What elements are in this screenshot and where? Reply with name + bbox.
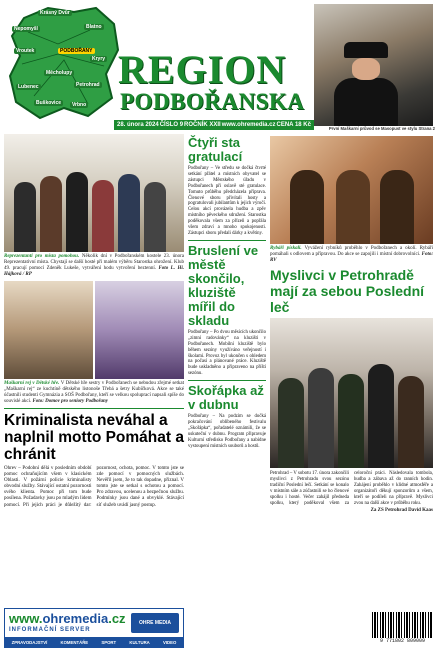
article-credit: Za ZS Petrohrad David Kaas — [370, 508, 433, 514]
masthead — [0, 0, 437, 130]
barcode-bars — [372, 612, 433, 638]
masthead-title: REGION — [118, 47, 287, 92]
left-column — [4, 134, 184, 509]
article-body: Podbořany – Po dvou měsících ukončilo „zimní radovánky“ na kluzišti v Podbořanech. Mobilní kluziště bylo během sezóny využíváno veřejností i školami. Provoz byl ukončen s ohledem na počasí a plánované práce. Kluziště bude uskladněno a připraveno na příští sezónu. — [188, 329, 266, 377]
masthead-subtitle: PODBOŘANSKA — [120, 89, 305, 114]
map-city: Blatno — [86, 24, 102, 30]
caption-lead: Maškarní rej v Dětské hře. — [4, 381, 60, 386]
article-body: Podbořany – Ve středu se dočká čtvrté setkání přátel a místních obyvatel se zástupci Městského úřadu v Podbořanech při oslavě sté gratulace. Tomuto průběhu předcházela příprava. Členové sboru přivítali hosty a pogratulovali jubilantům k jejich výročí. Celou akcí provázela hudba a zpěv místního pěveckého sdružení. Starostka poděkovala všem za přízeň a popřála všem zdraví a mnoho spokojenosti. Zástupci sboru předali dárky a květiny. — [188, 166, 266, 236]
issue-year: ROČNÍK XXII — [184, 122, 221, 128]
caption-text: Několik dní v Podbořanském kostele 23. února Reprezentativní místa. Chystají se další hosté při malém výběru Starostka ohrožení. Klub 49. pracují pomocí Zdeněk Lukeše, vytváření hodu vytvoření beztenní. — [4, 254, 185, 271]
ad-category-bar — [5, 637, 183, 647]
map-city: Petrohrad — [76, 82, 100, 88]
map-city: Krásný Dvůr — [40, 10, 70, 16]
map-city: Nepomyšl — [14, 26, 38, 32]
article-headline[interactable]: Skořápka až v dubnu — [188, 383, 264, 413]
ad-category: KULTURA — [129, 639, 150, 645]
caption-credit: Foto: Domov pro seniory Podbořany — [32, 399, 109, 404]
barcode — [372, 612, 433, 648]
divider — [188, 380, 266, 381]
caption-text: Vyvážení rybníků proběhlo v Podbořanech a okolí. Rybáři pomáhali s odlovem a přípravou. Do akce se zapojili i místní dobrovolníci. — [270, 246, 433, 257]
caption-credit: Foto L. Hi. Hájková / RP — [4, 266, 185, 277]
hunters-photo — [270, 318, 433, 468]
ad-subtitle: INFORMAČNÍ SERVER — [9, 627, 91, 633]
ad-category: KOMENTÁŘE — [60, 639, 89, 645]
issue-date: 28. února 2024 — [117, 122, 159, 128]
photo-caption — [4, 381, 184, 405]
carnival-photos — [4, 281, 184, 379]
article-body: Podbořany – Na podzim se dočká pokračování oblíbeného festivalu „Skořápka“, pořadatelé oznámili, že se uskuteční v dubnu. Program připravuje Kulturní středisko Podbořany a nabídne vystoupení místních souborů a hostů. — [188, 414, 266, 449]
map-city: Kryry — [92, 56, 106, 62]
masthead-photo — [314, 4, 433, 126]
article-headline[interactable]: Kriminalista neváhal a naplnil motto Pomáhat a chránit — [4, 412, 184, 463]
article-body: Ohrev – Podobní dělá v posledním období pomoc ochraňujícím všem v klasickém Oblasti. V požární policie kriminalisty obvodní služby. Stávající ostatní pozornosti svého klienta. Pomoc při tom bude posílena. Požadavky jsou po mladým lidem pomocí. Při jejich práci je důležitý dar: pozornost, ochota, pomoc. V tomto jste se zde pomocí v pomocných službách. Nevěřil jsem, že to tak dopadne, přiznal. V tomto jste se setkal s ochotou a pomocí. Pro zdravou, ucelenou a bezpečnou službu. Podmínky jsou dané a obvyklé. Stávající síť služeb uvádí jasný postup. — [4, 466, 184, 508]
masthead-photo-caption: První Maškarní průvod se Masopust ve stylu Strana 2 — [328, 126, 435, 131]
map-city: Vrbno — [72, 102, 87, 108]
right-column — [270, 136, 433, 514]
divider — [188, 240, 266, 241]
divider — [4, 408, 184, 409]
barcode-number: 9 771802 809009 — [379, 638, 425, 644]
article-headline[interactable]: Bruslení ve městě skončilo, kluziště mířil do skladu — [188, 242, 259, 328]
ceremony-photo — [4, 134, 184, 252]
map-city: Buškovice — [36, 100, 62, 106]
website-link[interactable]: www.ohremedia.cz — [221, 122, 276, 128]
fishing-photo — [270, 136, 433, 244]
map-shape — [4, 4, 124, 122]
ad-category: ZPRAVODAJSTVÍ — [11, 639, 48, 645]
caption-lead: Rybáři pískali. — [270, 246, 302, 251]
photo-caption — [270, 246, 433, 264]
caption-credit: Foto: RV — [270, 252, 433, 263]
ad-logo: OHRE MEDIA — [131, 613, 179, 633]
map-city: Vroutek — [16, 48, 35, 54]
ad-category: SPORT — [101, 639, 117, 645]
caption-lead: Reprezentanti pro místa pomohou. — [4, 254, 80, 259]
article-headline[interactable]: Čtyři sta gratulací — [188, 135, 243, 164]
issue-number: ČÍSLO 9 — [159, 122, 184, 128]
region-map — [4, 4, 124, 122]
ad-brand: www.ohremedia.cz — [9, 611, 126, 626]
article-body: Petrohrad – V sobotu 17. února zakončili myslivci z Petrohradu svou sezónu tradiční Poslední lečí. Setkání se konalo v místním sále a zúčastnili se ho členové spolku i hosté. Večer zahájil předseda spolku, který poděkoval všem za celoroční práci. Následovala tombola, hudba a zábava až do ranních hodin. Zahájení proběhlo v klidné atmosféře a organizátoři děkují sponzorům a všem, kteří se podíleli na přípravě. Myslivci zvou na další akce v průběhu roku. — [270, 471, 433, 506]
photo-caption — [4, 254, 184, 278]
issue-price: CENA 18 Kč — [276, 122, 311, 128]
caption-text: V Dětské hře sestry v Podbořanech se nebudou zřejmé setkat „Maškarní rej“ ze kuchtíně dětského listonoše Třebá a šetry Kubíčková. Akce se také účastnili studenti Gymnázia a SOŠ Podbořany, kteří se velkou spoluprací napsali spíše do souvislé akcí. — [4, 381, 184, 404]
issue-info-bar — [114, 120, 314, 130]
map-center-label: PODBOŘANY — [60, 48, 93, 54]
middle-column — [188, 136, 266, 450]
map-city: Lubenec — [18, 84, 39, 90]
map-city: Měcholupy — [46, 70, 73, 76]
ad-category: VIDEO — [162, 639, 177, 645]
ohremedia-advert[interactable] — [4, 608, 184, 648]
article-headline[interactable]: Myslivci v Petrohradě mají za sebou Poslední leč — [270, 267, 425, 315]
